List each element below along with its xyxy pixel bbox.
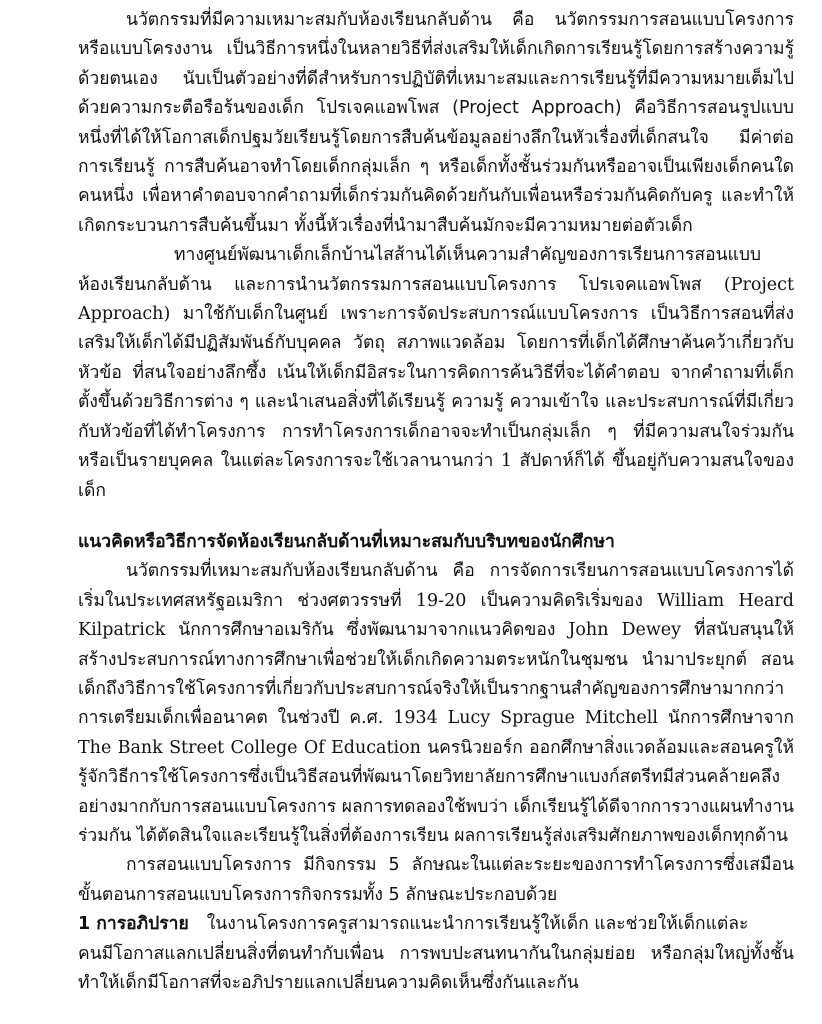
- paragraph-project-history: นวัตกรรมที่เหมาะสมกับห้องเรียนกลับด้าน คือ การจัดการเรียนการสอนแบบโครงการได้เริ่มในประเทศสหรัฐอเมริกา ช่วงศตวรรษที่ 19-20 เป็นความคิดริเริ่มของ William Heard Kilpatrick นักการศึกษาอเมริกัน ซึ่งพัฒนามาจากแนวคิดของ John Dewey ที่สนับสนุนให้สร้างประสบการณ์ทางการศึกษาเพื่อช่วยให้เด็กเกิดความตระหนักในชุมชน นำมาประยุกต์ สอนเด็กถึงวิธีการใช้โครงการที่เกี่ยวกับประสบการณ์จริงให้เป็นรากฐานสำคัญของการศึกษามากกว่าการเตรียมเด็กเพื่ออนาคต ในช่วงปี ค.ศ. 1934 Lucy Sprague Mitchell นักการศึกษาจาก The Bank Street College Of Education นครนิวยอร์ก ออกศึกษาสิ่งแวดล้อมและสอนครูให้รู้จักวิธีการใช้โครงการซึ่งเป็นวิธีสอนที่พัฒนาโดยวิทยาลัยการศึกษาแบงก์สตรีทมีส่วนคล้ายคลึงอย่างมากกับการสอนแบบโครงการ ผลการทดลองใช้พบว่า เด็กเรียนรู้ได้ดีจากการวางแผนทำงานร่วมกัน ได้ตัดสินใจและเรียนรู้ในสิ่งที่ต้องการเรียน ผลการเรียนรู้ส่งเสริมศักยภาพของเด็กทุกด้าน: [78, 561, 794, 846]
- list-item-discussion: [78, 910, 794, 939]
- section-heading: แนวคิดหรือวิธีการจัดห้องเรียนกลับด้านที่เหมาะสมกับบริบทของนักศึกษา: [78, 531, 615, 552]
- list-item-label: 1 การอภิปราย: [78, 914, 189, 935]
- paragraph-innovation-intro: นวัตกรรมที่มีความเหมาะสมกับห้องเรียนกลับด้าน คือ นวัตกรรมการสอนแบบโครงการหรือแบบโครงงาน เป็นวิธีการหนึ่งในหลายวิธีที่ส่งเสริมให้เด็กเกิดการเรียนรู้โดยการสร้างความรู้ด้วยตนเอง นับเป็นตัวอย่างที่ดีสำหรับการปฏิบัติที่เหมาะสมและการเรียนรู้ที่มีความหมายเต็มไปด้วยความกระตือรือร้นของเด็ก โปรเจคแอพโพส (Project Approach) คือวิธีการสอนรูปแบบหนึ่งที่ได้ให้โอกาสเด็กปฐมวัยเรียนรู้โดยการสืบค้นข้อมูลอย่างลึกในหัวเรื่องที่เด็กสนใจ มีค่าต่อการเรียนรู้ การสืบค้นอาจทำโดยเด็กกลุ่มเล็ก ๆ หรือเด็กทั้งชั้นร่วมกันหรืออาจเป็นเพียงเด็กคนใดคนหนึ่ง เพื่อหาคำตอบจากคำถามที่เด็กร่วมกันคิดด้วยกันกับเพื่อนหรือร่วมกันคิดกับครู และทำให้เกิดกระบวนการสืบค้นขึ้นมา ทั้งนี้หัวเรื่องที่นำมาสืบค้นมักจะมีความหมายต่อตัวเด็ก: [78, 10, 794, 236]
- paragraph-five-activities: การสอนแบบโครงการ มีกิจกรรม 5 ลักษณะในแต่ละระยะของการทำโครงการซึ่งเสมือนขั้นตอนการสอนแบบโครงการกิจกรรมทั้ง 5 ลักษณะประกอบด้วย: [78, 855, 794, 905]
- paragraph-center-approach: ทางศูนย์พัฒนาเด็กเล็กบ้านไสส้านได้เห็นความสำคัญของการเรียนการสอนแบบห้องเรียนกลับด้าน และการนำนวัตกรรมการสอนแบบโครงการ โปรเจคแอพโพส (Project Approach) มาใช้กับเด็กในศูนย์ เพราะการจัดประสบการณ์แบบโครงการ เป็นวิธีการสอนที่ส่งเสริมให้เด็กได้มีปฏิสัมพันธ์กับบุคคล วัตถุ สภาพแวดล้อม โดยการที่เด็กได้ศึกษาค้นคว้าเกี่ยวกับหัวข้อ ที่สนใจอย่างลึกซึ้ง เน้นให้เด็กมีอิสระในการคิดการค้นวิธีที่จะได้คำตอบ จากคำถามที่เด็กตั้งขึ้นด้วยวิธีการต่าง ๆ และนำเสนอสิ่งที่ได้เรียนรู้ ความรู้ ความเข้าใจ และประสบการณ์ที่มีเกี่ยวกับหัวข้อที่ได้ทำโครงการ การทำโครงการเด็กอาจจะทำเป็นกลุ่มเล็ก ๆ ที่มีความสนใจร่วมกัน หรือเป็นรายบุคคล ในแต่ละโครงการจะใช้เวลานานกว่า 1 สัปดาห์ก็ได้ ขึ้นอยู่กับความสนใจของเด็ก: [78, 245, 794, 501]
- document-page: [78, 6, 794, 998]
- paragraph-discussion-detail: คนมีโอกาสแลกเปลี่ยนสิ่งที่ตนทำกับเพื่อน การพบปะสนทนากันในกลุ่มย่อย หรือกลุ่มใหญ่ทั้งชั้นทำให้เด็กมีโอกาสที่จะอภิปรายแลกเปลี่ยนความคิดเห็นซึ่งกันและกัน: [78, 943, 794, 993]
- list-item-text: ในงานโครงการครูสามารถแนะนำการเรียนรู้ให้เด็ก และช่วยให้เด็กแต่ละ: [206, 914, 749, 935]
